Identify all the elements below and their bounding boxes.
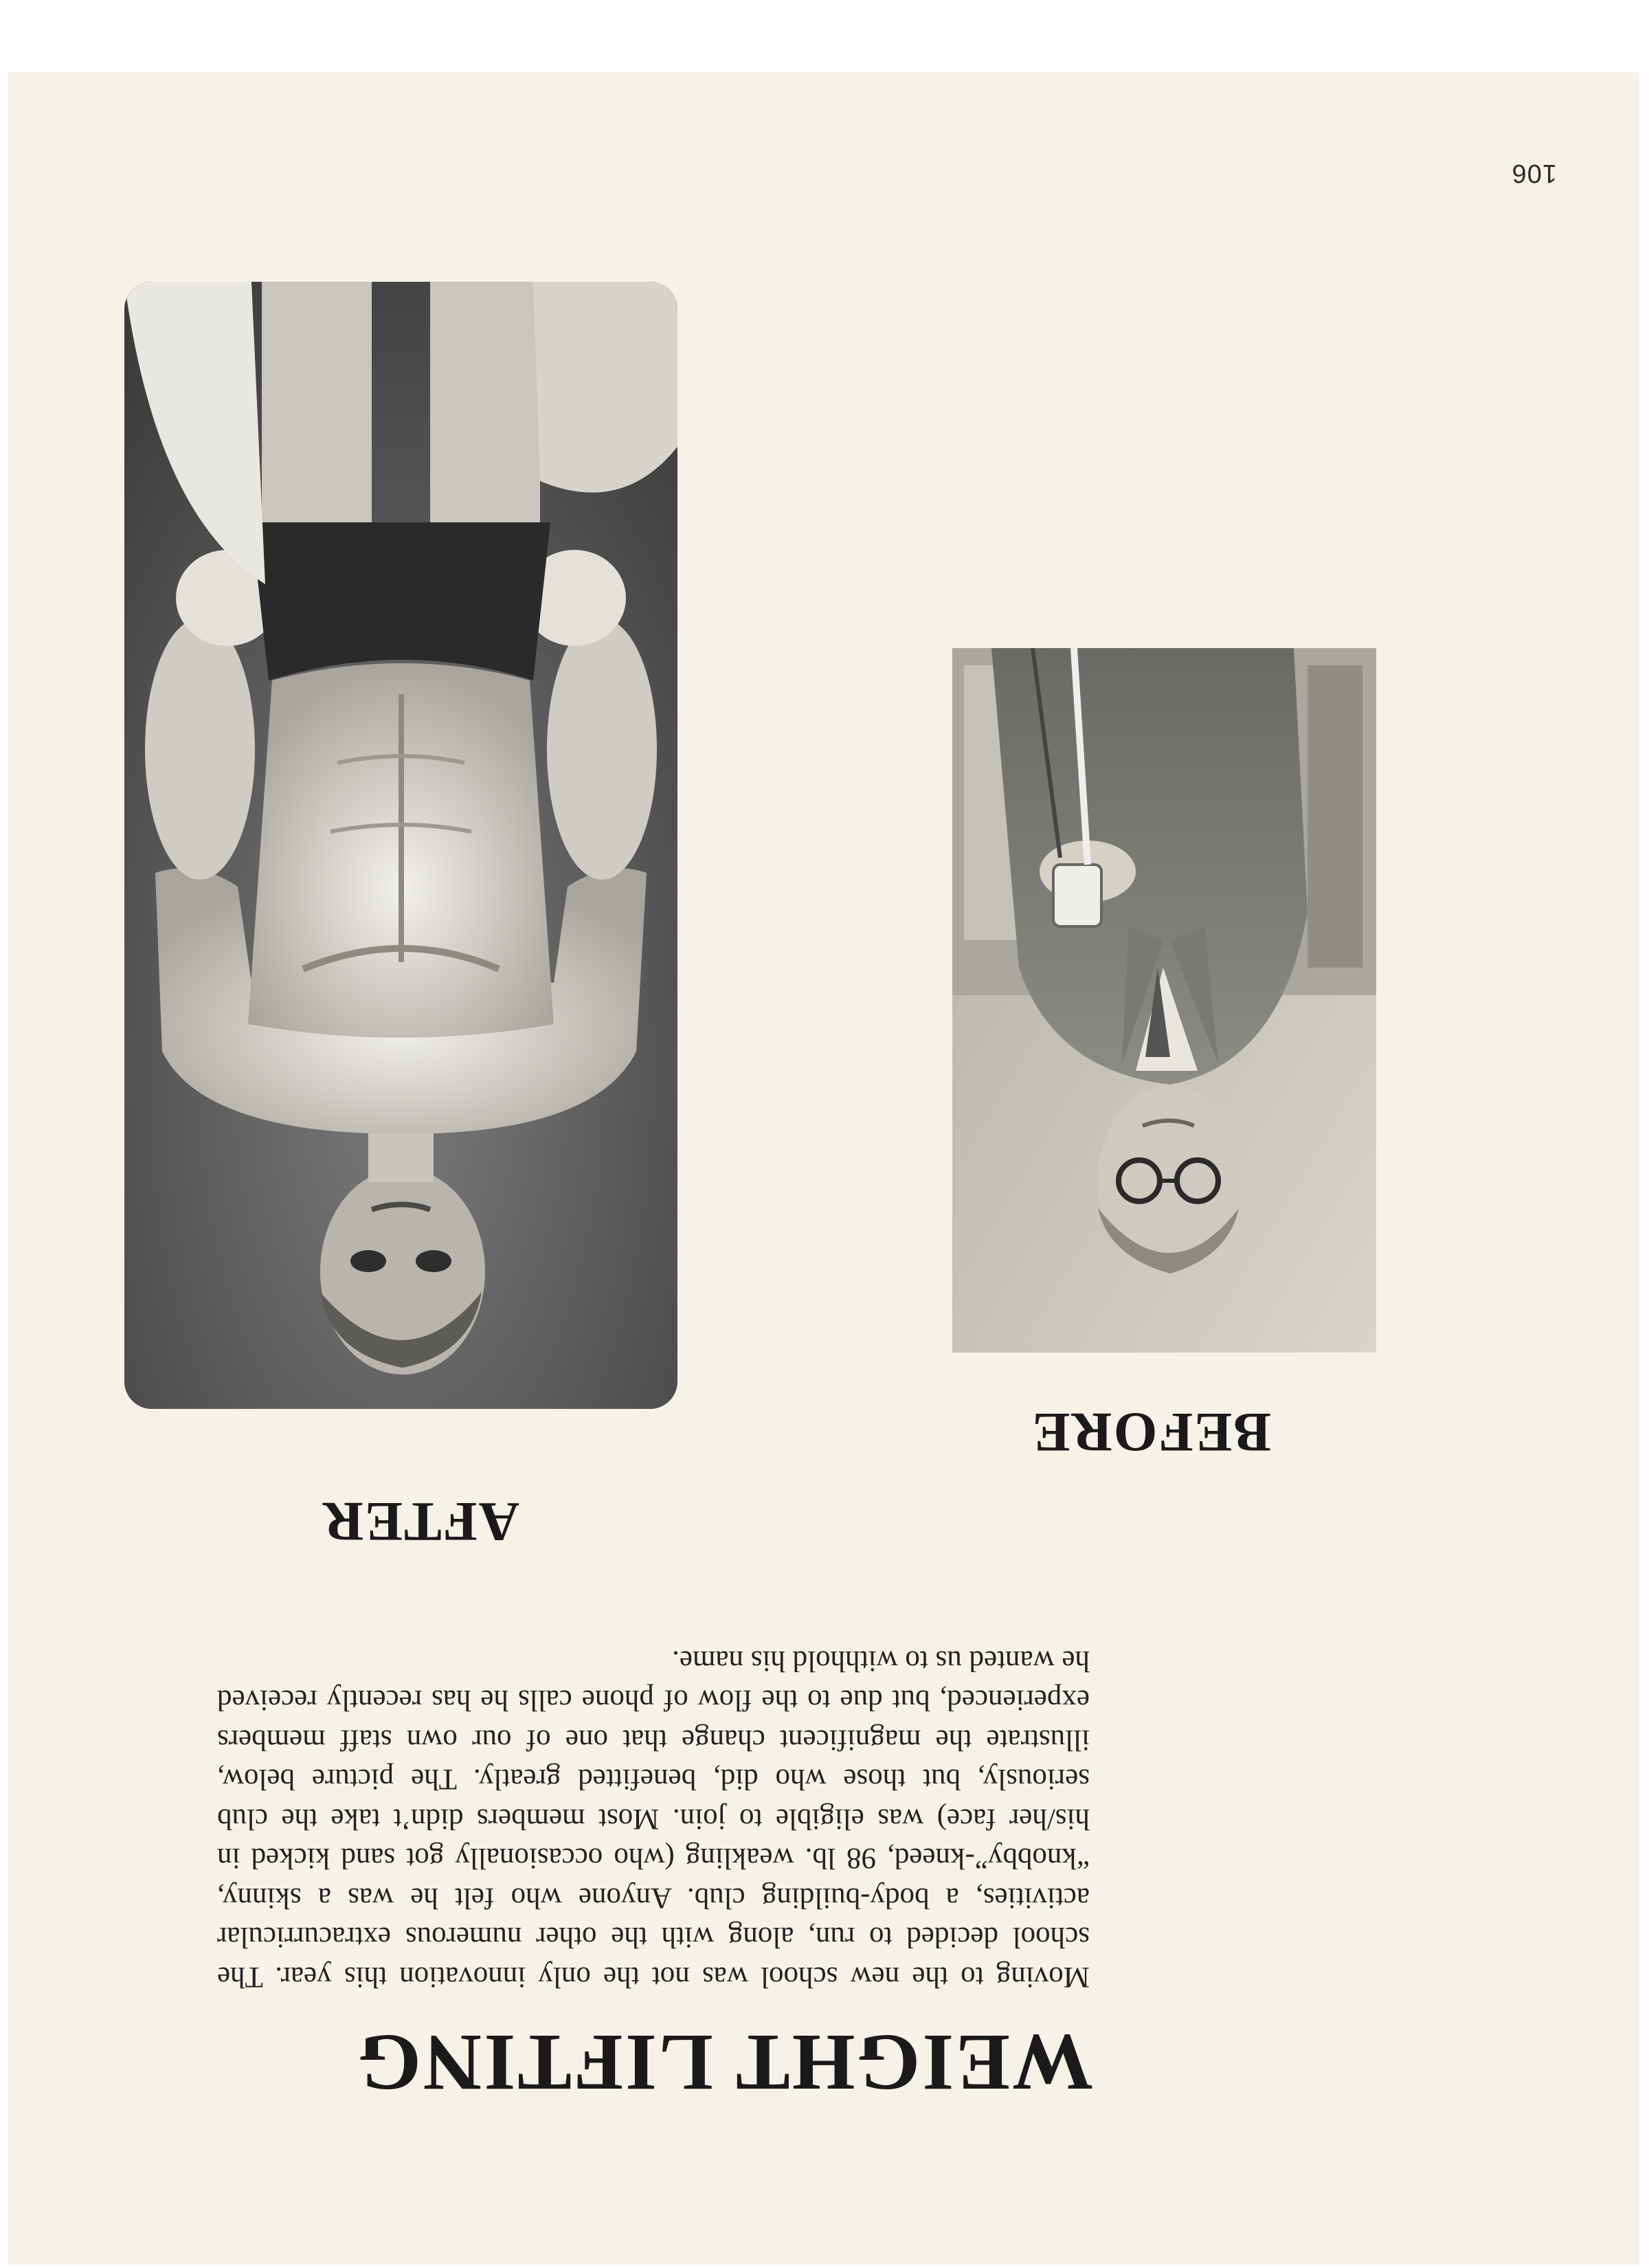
article-body: Moving to the new school was not the only innovation this year. The school decided to run, along with the other numerous extracurricular activities, a body-building club. Anyone who felt he was a skinny, “knobby”-kneed, 98 lb. weakling (who occasionally got sand kicked in his/her face) was eligible to join. Most members didn’t take the club seriously, but those who did, benefitted greatly. The picture below, illustrate the magnificent change that one of our own staff members experienced, but due to the flow of phone calls he has recently received he wanted us to withhold his name.	[217, 1645, 1090, 1993]
scanned-page	[8, 72, 1639, 2265]
before-photo-illustration	[952, 648, 1376, 1353]
page-number: 106	[1511, 159, 1557, 188]
before-label: BEFORE	[1031, 1401, 1271, 1464]
after-label: AFTER	[322, 1491, 519, 1553]
before-photo	[952, 648, 1376, 1353]
page-title: WEIGHT LIFTING	[356, 2018, 1093, 2108]
after-photo	[124, 282, 677, 1409]
upside-down-content	[8, 72, 1639, 2265]
after-photo-illustration	[124, 282, 677, 1409]
